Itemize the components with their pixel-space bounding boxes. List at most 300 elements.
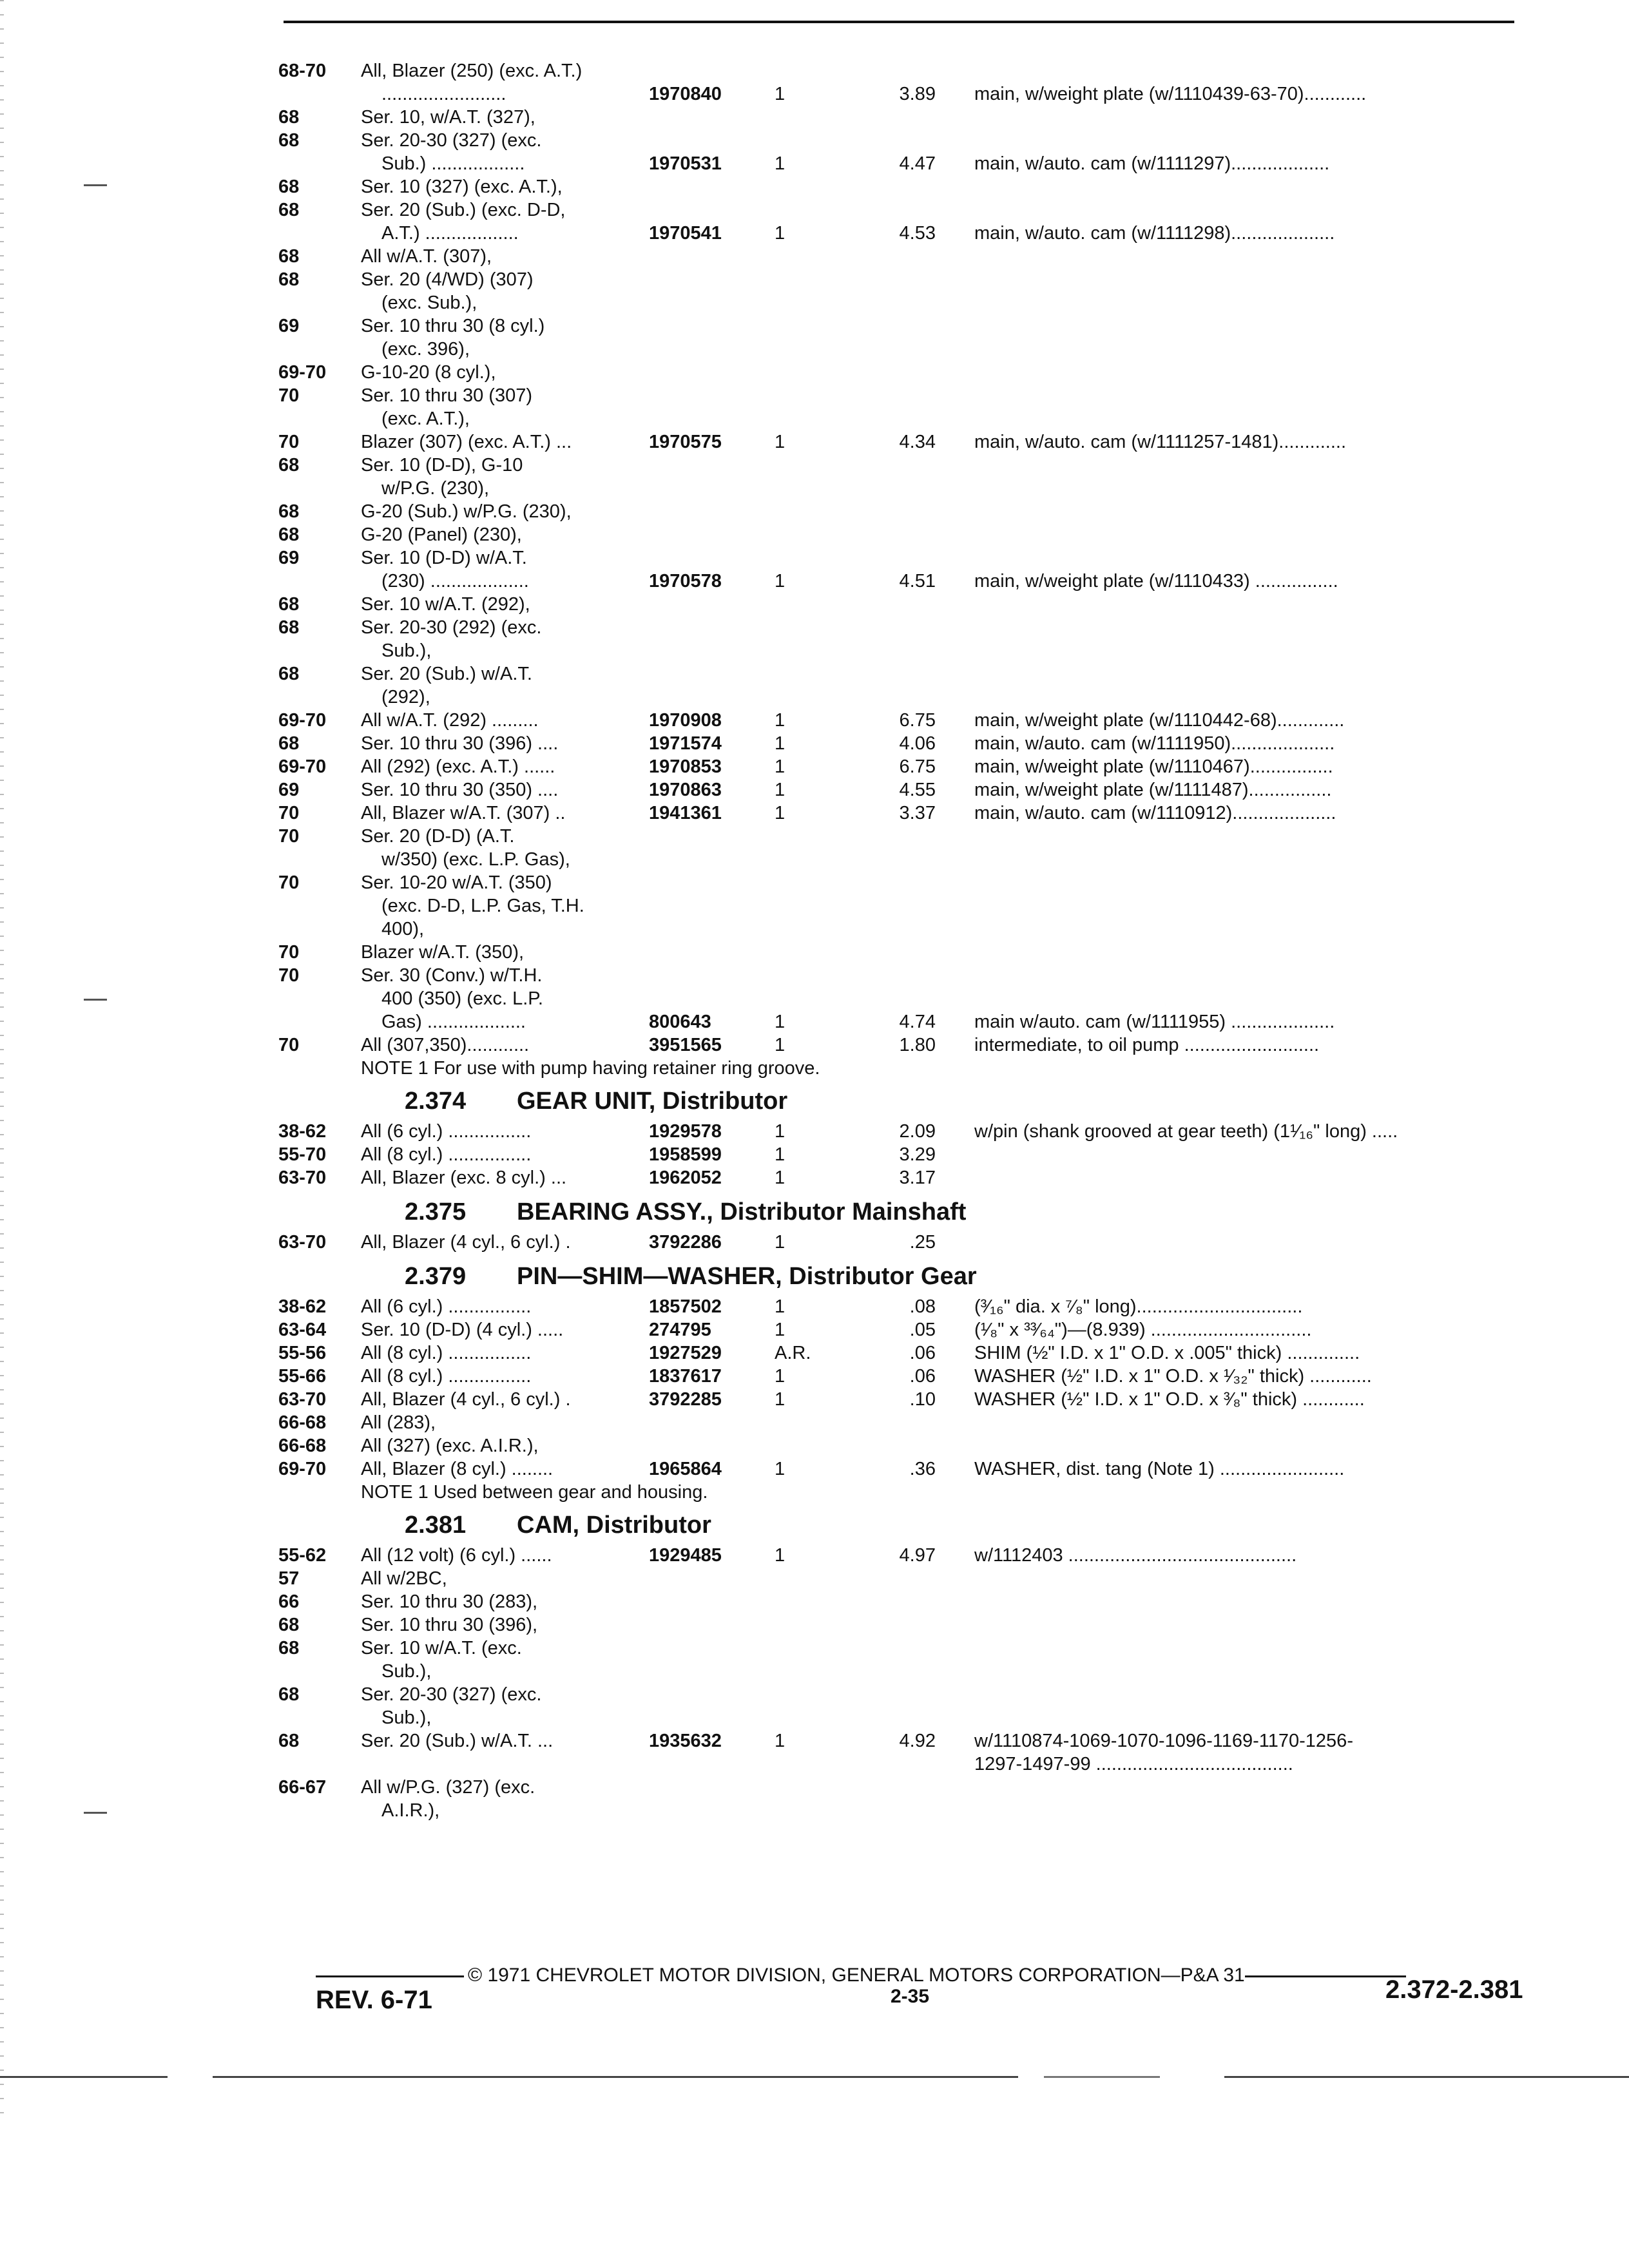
application: Ser. 20-30 (327) (exc. xyxy=(361,1684,542,1705)
application: Sub.), xyxy=(381,1661,432,1682)
parts-row xyxy=(278,1660,1535,1683)
application: ........................ xyxy=(381,84,506,104)
quantity: 1 xyxy=(775,1121,786,1142)
parts-row xyxy=(278,106,1535,129)
quantity: 1 xyxy=(775,1545,786,1566)
part-number: 3792285 xyxy=(649,1389,722,1410)
note-text: NOTE 1 For use with pump having retainer ring groove. xyxy=(361,1058,820,1079)
description: main, w/weight plate (w/1111487)................ xyxy=(974,780,1332,800)
part-number: 1970863 xyxy=(649,780,722,800)
application: All (292) (exc. A.T.) ...... xyxy=(361,756,555,777)
parts-row xyxy=(278,918,1535,941)
model-years: 70 xyxy=(278,872,300,893)
note-row xyxy=(278,1481,1535,1503)
note-row xyxy=(278,1057,1535,1079)
note-text: NOTE 1 Used between gear and housing. xyxy=(361,1482,708,1503)
price: 4.55 xyxy=(899,780,936,800)
model-years: 70 xyxy=(278,432,300,452)
model-years: 68 xyxy=(278,177,300,197)
model-years: 69-70 xyxy=(278,1459,327,1479)
application: All, Blazer (8 cyl.) ........ xyxy=(361,1459,554,1479)
price: 4.47 xyxy=(899,153,936,174)
quantity: 1 xyxy=(775,1168,786,1188)
part-number: 1970575 xyxy=(649,432,722,452)
parts-row xyxy=(278,894,1535,918)
model-years: 66-68 xyxy=(278,1436,327,1456)
part-number: 1970541 xyxy=(649,223,722,244)
parts-row xyxy=(278,454,1535,477)
section-number: 2.374 xyxy=(405,1088,467,1115)
application: Gas) ................... xyxy=(381,1012,526,1032)
price: .05 xyxy=(909,1320,936,1340)
application: All (12 volt) (6 cyl.) ...... xyxy=(361,1545,552,1566)
quantity: 1 xyxy=(775,1731,786,1751)
parts-row xyxy=(278,1799,1535,1822)
application: (230) ................... xyxy=(381,571,529,591)
parts-row xyxy=(278,1411,1535,1434)
model-years: 38-62 xyxy=(278,1296,327,1317)
model-years: 55-62 xyxy=(278,1545,327,1566)
model-years: 69-70 xyxy=(278,710,327,731)
parts-row xyxy=(278,268,1535,291)
model-years: 68 xyxy=(278,107,300,128)
quantity: 1 xyxy=(775,1012,786,1032)
price: .25 xyxy=(909,1232,936,1253)
distributor-shaft-rows xyxy=(278,59,1535,1057)
model-years: 68 xyxy=(278,130,300,151)
parts-row xyxy=(278,686,1535,709)
application: Ser. 10 thru 30 (283), xyxy=(361,1591,538,1612)
footer-copyright-line xyxy=(316,1964,1547,1987)
part-number: 1927529 xyxy=(649,1343,722,1363)
quantity: 1 xyxy=(775,223,786,244)
parts-row xyxy=(278,361,1535,384)
price: 6.75 xyxy=(899,756,936,777)
application: All (8 cyl.) ................ xyxy=(361,1366,532,1387)
parts-row xyxy=(278,1567,1535,1590)
description: w/1110874-1069-1070-1096-1169-1170-1256- xyxy=(974,1731,1353,1751)
model-years: 70 xyxy=(278,385,300,406)
model-years: 63-70 xyxy=(278,1389,327,1410)
application: All w/2BC, xyxy=(361,1568,447,1589)
footer-section-range: 2.372-2.381 xyxy=(1385,1975,1523,2004)
parts-row xyxy=(278,430,1535,454)
price: .06 xyxy=(909,1366,936,1387)
parts-row xyxy=(278,802,1535,825)
parts-row xyxy=(278,964,1535,987)
application: All (8 cyl.) ................ xyxy=(361,1144,532,1165)
price: 2.09 xyxy=(899,1121,936,1142)
application: Ser. 20 (4/WD) (307) xyxy=(361,269,534,290)
application: Sub.) .................. xyxy=(381,153,525,174)
parts-row xyxy=(278,755,1535,778)
description: (³⁄₁₆" dia. x ⁷⁄₈" long)................................ xyxy=(974,1296,1303,1317)
model-years: 69 xyxy=(278,548,300,568)
parts-row xyxy=(278,732,1535,755)
quantity: 1 xyxy=(775,1389,786,1410)
parts-row xyxy=(278,1706,1535,1729)
model-years: 63-64 xyxy=(278,1320,327,1340)
model-years: 66-67 xyxy=(278,1777,327,1798)
parts-row xyxy=(278,546,1535,570)
section-heading-2374 xyxy=(278,1082,1535,1120)
price: .36 xyxy=(909,1459,936,1479)
application: Ser. 20-30 (327) (exc. xyxy=(361,130,542,151)
model-years: 38-62 xyxy=(278,1121,327,1142)
parts-row xyxy=(278,222,1535,245)
part-number: 1970853 xyxy=(649,756,722,777)
model-years: 68 xyxy=(278,524,300,545)
application: A.I.R.), xyxy=(381,1800,440,1821)
quantity: 1 xyxy=(775,733,786,754)
application: Blazer w/A.T. (350), xyxy=(361,942,525,963)
application: Ser. 10 (D-D) (4 cyl.) ..... xyxy=(361,1320,564,1340)
parts-row xyxy=(278,871,1535,894)
model-years: 69 xyxy=(278,780,300,800)
margin-mark xyxy=(84,184,107,186)
part-number: 1958599 xyxy=(649,1144,722,1165)
model-years: 55-70 xyxy=(278,1144,327,1165)
section-heading-2375 xyxy=(278,1193,1535,1231)
model-years: 68 xyxy=(278,246,300,267)
application: All, Blazer (4 cyl., 6 cyl.) . xyxy=(361,1232,571,1253)
model-years: 68 xyxy=(278,664,300,684)
section-number: 2.379 xyxy=(405,1263,467,1290)
section-title: PIN—SHIM—WASHER, Distributor Gear xyxy=(517,1263,977,1290)
model-years: 63-70 xyxy=(278,1232,327,1253)
footer-rule-left xyxy=(316,1975,464,1977)
part-number: 1929485 xyxy=(649,1545,722,1566)
parts-row xyxy=(278,1776,1535,1799)
application: All (307,350)............ xyxy=(361,1035,530,1055)
quantity: 1 xyxy=(775,1144,786,1165)
model-years: 55-56 xyxy=(278,1343,327,1363)
description: main, w/auto. cam (w/1111257-1481)............. xyxy=(974,432,1347,452)
application: Ser. 10 (D-D), G-10 xyxy=(361,455,523,476)
description: w/pin (shank grooved at gear teeth) (1¹⁄₁₆" long) ..... xyxy=(974,1121,1398,1142)
model-years: 70 xyxy=(278,1035,300,1055)
margin-mark xyxy=(84,1812,107,1814)
parts-row xyxy=(278,523,1535,546)
application: Ser. 20 (D-D) (A.T. xyxy=(361,826,515,847)
parts-row xyxy=(278,1010,1535,1033)
model-years: 68 xyxy=(278,733,300,754)
application: All w/P.G. (327) (exc. xyxy=(361,1777,535,1798)
parts-row xyxy=(278,500,1535,523)
description: WASHER (½" I.D. x 1" O.D. x ¹⁄₃₂" thick) ............ xyxy=(974,1366,1372,1387)
price: 3.17 xyxy=(899,1168,936,1188)
description: main, w/auto. cam (w/1111298).................... xyxy=(974,223,1335,244)
part-number: 1971574 xyxy=(649,733,722,754)
quantity: 1 xyxy=(775,756,786,777)
application: G-20 (Panel) (230), xyxy=(361,524,522,545)
parts-row xyxy=(278,245,1535,268)
application: Ser. 10 thru 30 (307) xyxy=(361,385,532,406)
application: All (6 cyl.) ................ xyxy=(361,1296,532,1317)
price: 3.89 xyxy=(899,84,936,104)
application: All (283), xyxy=(361,1412,436,1433)
application: Ser. 10 (D-D) w/A.T. xyxy=(361,548,527,568)
price: 3.37 xyxy=(899,803,936,823)
application: Ser. 10-20 w/A.T. (350) xyxy=(361,872,552,893)
part-number: 1929578 xyxy=(649,1121,722,1142)
price: 6.75 xyxy=(899,710,936,731)
part-number: 1962052 xyxy=(649,1168,722,1188)
bearing-assy-rows xyxy=(278,1231,1535,1254)
parts-row xyxy=(278,198,1535,222)
part-number: 3951565 xyxy=(649,1035,722,1055)
parts-row xyxy=(278,1120,1535,1143)
quantity: 1 xyxy=(775,1459,786,1479)
quantity: 1 xyxy=(775,1232,786,1253)
application: w/P.G. (230), xyxy=(381,478,490,499)
price: 4.34 xyxy=(899,432,936,452)
price: 4.92 xyxy=(899,1731,936,1751)
pin-shim-washer-rows xyxy=(278,1295,1535,1481)
application: 400), xyxy=(381,919,425,939)
parts-row xyxy=(278,1729,1535,1753)
model-years: 68 xyxy=(278,1684,300,1705)
parts-row xyxy=(278,1166,1535,1189)
application: (292), xyxy=(381,687,430,707)
application: All, Blazer w/A.T. (307) .. xyxy=(361,803,566,823)
cam-rows xyxy=(278,1544,1535,1822)
bottom-rule xyxy=(0,2076,1629,2078)
parts-row xyxy=(278,152,1535,175)
application: 400 (350) (exc. L.P. xyxy=(381,988,543,1009)
description: SHIM (½" I.D. x 1" O.D. x .005" thick) .............. xyxy=(974,1343,1360,1363)
application: Blazer (307) (exc. A.T.) ... xyxy=(361,432,572,452)
section-heading-2381 xyxy=(278,1506,1535,1544)
footer-rule-right xyxy=(1245,1975,1406,1977)
application: Ser. 20 (Sub.) w/A.T. xyxy=(361,664,532,684)
description: WASHER, dist. tang (Note 1) ........................ xyxy=(974,1459,1345,1479)
parts-row xyxy=(278,616,1535,639)
application: Ser. 10 thru 30 (396), xyxy=(361,1615,538,1635)
part-number: 3792286 xyxy=(649,1232,722,1253)
section-title: BEARING ASSY., Distributor Mainshaft xyxy=(517,1198,967,1225)
parts-row xyxy=(278,1613,1535,1637)
parts-row xyxy=(278,1143,1535,1166)
parts-row xyxy=(278,1434,1535,1457)
model-years: 68 xyxy=(278,617,300,638)
application: Ser. 20-30 (292) (exc. xyxy=(361,617,542,638)
application: All (327) (exc. A.I.R.), xyxy=(361,1436,539,1456)
model-years: 70 xyxy=(278,942,300,963)
model-years: 69-70 xyxy=(278,362,327,383)
part-number: 1970840 xyxy=(649,84,722,104)
description: intermediate, to oil pump .......................... xyxy=(974,1035,1320,1055)
price: 4.51 xyxy=(899,571,936,591)
price: 3.29 xyxy=(899,1144,936,1165)
parts-row xyxy=(278,314,1535,338)
parts-row xyxy=(278,778,1535,802)
model-years: 69-70 xyxy=(278,756,327,777)
application: Sub.), xyxy=(381,640,432,661)
part-number: 274795 xyxy=(649,1320,711,1340)
quantity: 1 xyxy=(775,803,786,823)
description: main, w/weight plate (w/1110442-68)............. xyxy=(974,710,1345,731)
quantity: 1 xyxy=(775,1366,786,1387)
parts-row xyxy=(278,1388,1535,1411)
model-years: 68 xyxy=(278,1731,300,1751)
parts-row xyxy=(278,1590,1535,1613)
application: Ser. 20 (Sub.) (exc. D-D, xyxy=(361,200,566,220)
quantity: 1 xyxy=(775,1035,786,1055)
application: (exc. Sub.), xyxy=(381,293,477,313)
description: main, w/weight plate (w/1110467)................ xyxy=(974,756,1333,777)
price: .08 xyxy=(909,1296,936,1317)
quantity: 1 xyxy=(775,1296,786,1317)
part-number: 1970531 xyxy=(649,153,722,174)
price: 4.06 xyxy=(899,733,936,754)
model-years: 68 xyxy=(278,455,300,476)
part-number: 800643 xyxy=(649,1012,711,1032)
description: main, w/auto. cam (w/1110912).................... xyxy=(974,803,1336,823)
part-number: 1935632 xyxy=(649,1731,722,1751)
parts-row xyxy=(278,175,1535,198)
parts-row xyxy=(278,570,1535,593)
description: (¹⁄₈" x ³³⁄₆₄")—(8.939) ............................... xyxy=(974,1320,1312,1340)
model-years: 68 xyxy=(278,200,300,220)
parts-row xyxy=(278,82,1535,106)
application: Ser. 10 (327) (exc. A.T.), xyxy=(361,177,563,197)
part-number: 1965864 xyxy=(649,1459,722,1479)
application: All w/A.T. (292) ......... xyxy=(361,710,539,731)
application: G-10-20 (8 cyl.), xyxy=(361,362,496,383)
model-years: 66-68 xyxy=(278,1412,327,1433)
parts-row xyxy=(278,129,1535,152)
application: A.T.) .................. xyxy=(381,223,519,244)
section-title: GEAR UNIT, Distributor xyxy=(517,1088,788,1115)
model-years: 68 xyxy=(278,1638,300,1658)
quantity: 1 xyxy=(775,84,786,104)
parts-row xyxy=(278,1231,1535,1254)
application: All, Blazer (exc. 8 cyl.) ... xyxy=(361,1168,567,1188)
description: 1297-1497-99 ...................................... xyxy=(974,1754,1293,1774)
section-heading-2379 xyxy=(278,1258,1535,1295)
parts-row xyxy=(278,338,1535,361)
parts-row xyxy=(278,709,1535,732)
application: Ser. 10, w/A.T. (327), xyxy=(361,107,535,128)
application: Ser. 10 thru 30 (396) .... xyxy=(361,733,559,754)
model-years: 68 xyxy=(278,501,300,522)
part-number: 1941361 xyxy=(649,803,722,823)
price: .06 xyxy=(909,1343,936,1363)
margin-mark xyxy=(84,999,107,1001)
parts-row xyxy=(278,477,1535,500)
application: Sub.), xyxy=(381,1707,432,1728)
parts-row xyxy=(278,1637,1535,1660)
scan-edge-dots xyxy=(0,0,4,2126)
parts-row xyxy=(278,384,1535,407)
description: main, w/auto. cam (w/1111297)................... xyxy=(974,153,1330,174)
part-number: 1970578 xyxy=(649,571,722,591)
model-years: 68-70 xyxy=(278,61,327,81)
model-years: 66 xyxy=(278,1591,300,1612)
part-number: 1970908 xyxy=(649,710,722,731)
parts-row xyxy=(278,987,1535,1010)
application: All, Blazer (250) (exc. A.T.) xyxy=(361,61,583,81)
parts-row xyxy=(278,662,1535,686)
price: 4.97 xyxy=(899,1545,936,1566)
parts-row xyxy=(278,1544,1535,1567)
quantity: 1 xyxy=(775,571,786,591)
parts-row xyxy=(278,1753,1535,1776)
quantity: 1 xyxy=(775,432,786,452)
description: main, w/weight plate (w/1110433) ................ xyxy=(974,571,1338,591)
application: Ser. 10 w/A.T. (292), xyxy=(361,594,530,615)
application: (exc. 396), xyxy=(381,339,470,360)
application: All (6 cyl.) ................ xyxy=(361,1121,532,1142)
parts-row xyxy=(278,941,1535,964)
top-rule xyxy=(284,21,1514,23)
application: Ser. 30 (Conv.) w/T.H. xyxy=(361,965,543,986)
gear-unit-rows xyxy=(278,1120,1535,1189)
parts-row xyxy=(278,1341,1535,1365)
parts-row xyxy=(278,825,1535,848)
part-number: 1857502 xyxy=(649,1296,722,1317)
part-number: 1837617 xyxy=(649,1366,722,1387)
parts-row xyxy=(278,1318,1535,1341)
parts-row xyxy=(278,407,1535,430)
model-years: 68 xyxy=(278,594,300,615)
price: .10 xyxy=(909,1389,936,1410)
model-years: 70 xyxy=(278,826,300,847)
parts-row xyxy=(278,291,1535,314)
price: 4.74 xyxy=(899,1012,936,1032)
quantity: 1 xyxy=(775,1320,786,1340)
parts-row xyxy=(278,639,1535,662)
quantity: 1 xyxy=(775,153,786,174)
footer-copyright: © 1971 CHEVROLET MOTOR DIVISION, GENERAL MOTORS CORPORATION—P&A 31 xyxy=(468,1965,1245,1986)
footer-revision: REV. 6-71 xyxy=(316,1986,432,2014)
application: All w/A.T. (307), xyxy=(361,246,492,267)
parts-row xyxy=(278,1457,1535,1481)
model-years: 69 xyxy=(278,316,300,336)
section-number: 2.381 xyxy=(405,1512,467,1539)
description: WASHER (½" I.D. x 1" O.D. x ³⁄₈" thick) ............ xyxy=(974,1389,1365,1410)
parts-row xyxy=(278,59,1535,82)
section-number: 2.375 xyxy=(405,1198,467,1225)
description: main, w/weight plate (w/1110439-63-70)............ xyxy=(974,84,1367,104)
model-years: 70 xyxy=(278,803,300,823)
application: Ser. 10 w/A.T. (exc. xyxy=(361,1638,522,1658)
section-title: CAM, Distributor xyxy=(517,1512,711,1539)
application: G-20 (Sub.) w/P.G. (230), xyxy=(361,501,572,522)
application: (exc. A.T.), xyxy=(381,408,470,429)
model-years: 63-70 xyxy=(278,1168,327,1188)
description: main, w/auto. cam (w/1111950).................... xyxy=(974,733,1335,754)
application: All (8 cyl.) ................ xyxy=(361,1343,532,1363)
description: main w/auto. cam (w/1111955) .................... xyxy=(974,1012,1335,1032)
model-years: 68 xyxy=(278,269,300,290)
parts-row xyxy=(278,593,1535,616)
application: Ser. 10 thru 30 (8 cyl.) xyxy=(361,316,545,336)
footer-page-number: 2-35 xyxy=(891,1986,930,2007)
model-years: 57 xyxy=(278,1568,300,1589)
parts-listing xyxy=(278,59,1535,1822)
description: w/1112403 ............................................ xyxy=(974,1545,1297,1566)
application: Ser. 10 thru 30 (350) .... xyxy=(361,780,559,800)
parts-row xyxy=(278,1683,1535,1706)
application: w/350) (exc. L.P. Gas), xyxy=(381,849,570,870)
quantity: 1 xyxy=(775,780,786,800)
quantity: A.R. xyxy=(775,1343,811,1363)
parts-row xyxy=(278,848,1535,871)
model-years: 68 xyxy=(278,1615,300,1635)
price: 1.80 xyxy=(899,1035,936,1055)
